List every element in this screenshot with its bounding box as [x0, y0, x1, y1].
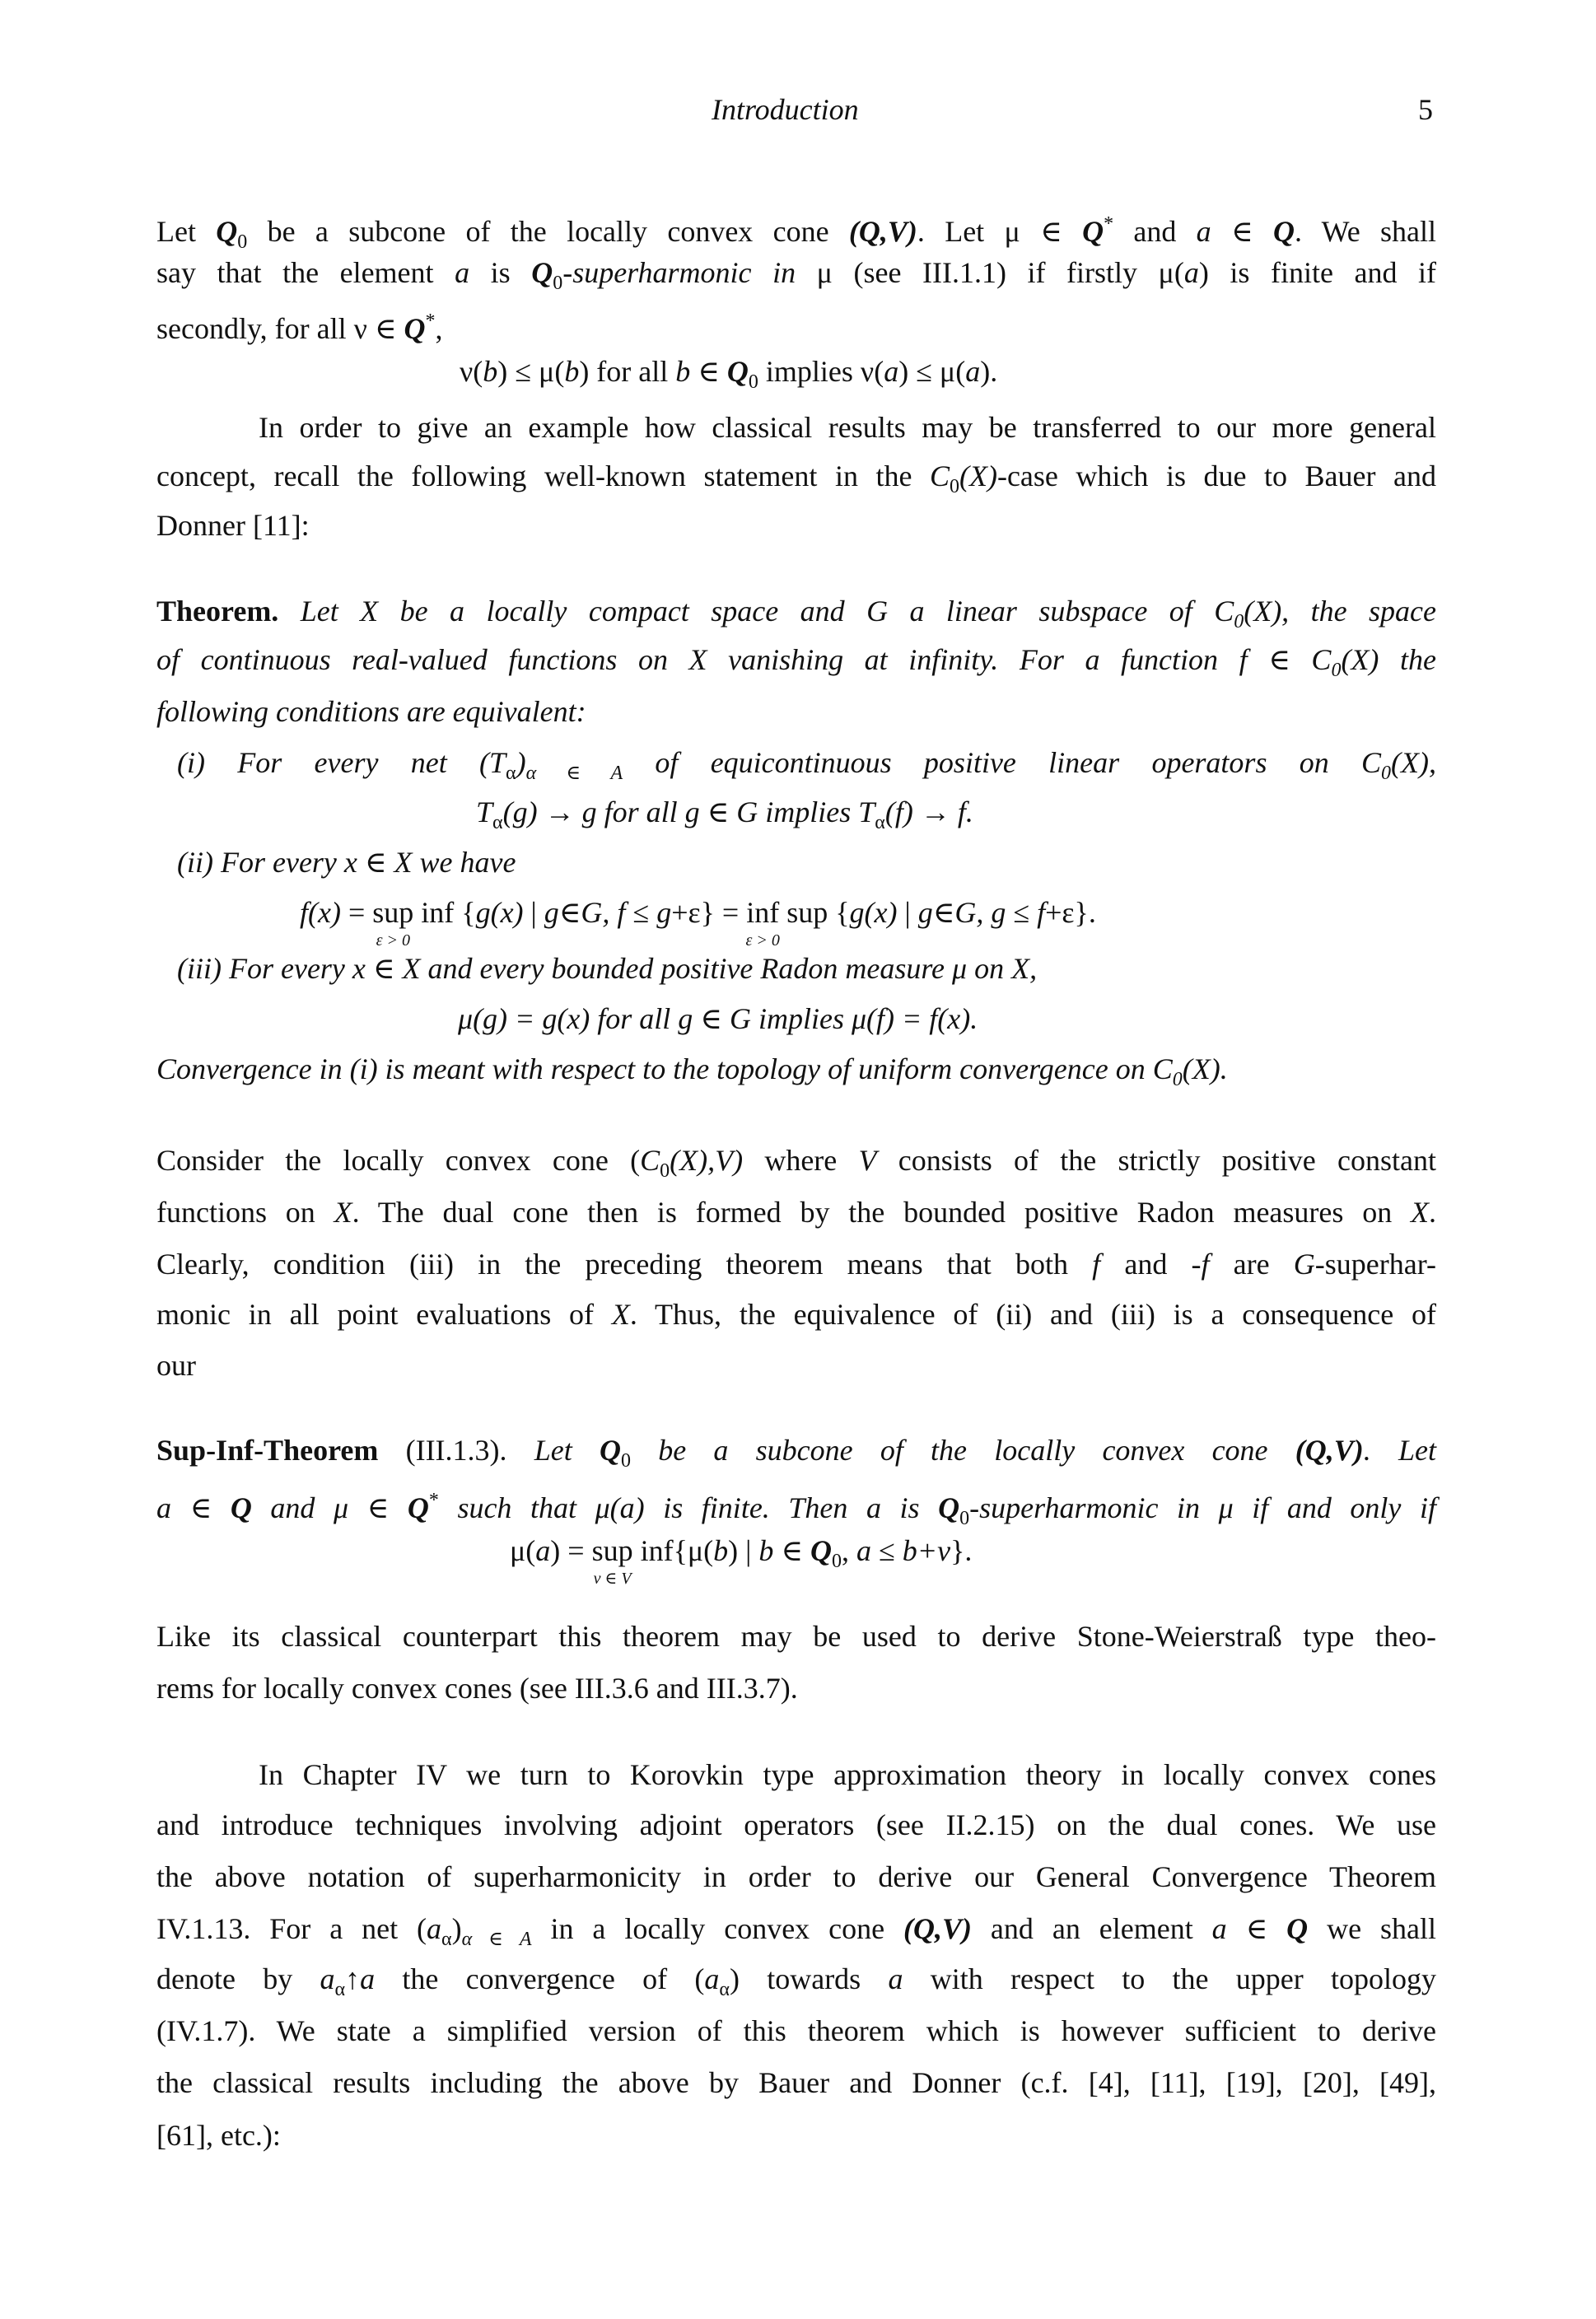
text-segment: -superharmonic in [562, 256, 796, 289]
text-segment: Q [810, 1534, 833, 1567]
text-segment: α [505, 763, 516, 784]
text-segment: be a subcone of the locally convex cone [247, 215, 849, 248]
text-segment: Let X be a locally compact space and G a linear subspace of C [278, 595, 1234, 628]
text-segment: f [1037, 896, 1046, 929]
text-segment: Q [600, 1434, 621, 1467]
text-segment: . Let [1363, 1434, 1436, 1467]
text-segment: ≤ [871, 1534, 903, 1567]
text-segment: α ∈ A [461, 1929, 532, 1950]
text-segment: with respect to the upper topology [903, 1962, 1436, 1995]
text-segment: and μ ∈ [251, 1491, 408, 1524]
text-line [156, 1618, 1436, 1654]
text-segment: b [713, 1534, 729, 1567]
text-line [300, 894, 1096, 950]
text-line [156, 507, 310, 544]
text-segment: following conditions are equivalent: [156, 695, 586, 728]
text-segment: α [441, 1929, 452, 1950]
text-segment: . Thus, the equivalence of (ii) and (iii) is a consequence of [629, 1298, 1436, 1331]
text-segment: (III.1.3). [378, 1434, 534, 1467]
text-segment: a [535, 1534, 551, 1567]
text-segment: 0 [1331, 660, 1342, 681]
text-segment: b [564, 355, 580, 388]
text-segment: our [156, 1349, 196, 1382]
text-line [156, 1296, 1436, 1332]
text-segment: ) [451, 1912, 462, 1945]
text-segment: the convergence of ( [375, 1962, 705, 1995]
text-segment: Convergence in (i) is meant with respect to the topology of uniform convergence on C [156, 1052, 1173, 1085]
text-segment: , [435, 312, 443, 345]
text-segment: 0 [832, 1551, 842, 1572]
text-segment: | [523, 896, 544, 929]
text-segment: C [640, 1144, 660, 1177]
text-line [177, 744, 1436, 791]
text-line [156, 1807, 1436, 1843]
text-segment: inf { [413, 896, 476, 929]
text-segment: of equicontinuous positive linear operators on C [623, 746, 1382, 779]
text-segment: = [340, 896, 373, 929]
text-segment: b [758, 1534, 774, 1567]
text-segment: | [897, 896, 918, 929]
text-segment: (f) → f. [884, 796, 973, 828]
text-segment: g [544, 896, 559, 929]
text-segment: a [888, 1962, 903, 1995]
text-segment: α ∈ A [525, 763, 623, 784]
text-segment: (X), [1391, 746, 1436, 779]
text-segment: * [428, 1490, 439, 1511]
text-segment: ) ≤ μ( [898, 355, 966, 388]
text-segment: [61], etc.): [156, 2119, 281, 2152]
text-line [510, 1533, 973, 1588]
text-segment: μ(g) = g(x) for all g ∈ G implies μ(f) = f(x). [458, 1002, 978, 1035]
text-segment: 0 [950, 476, 959, 497]
text-segment: ) = [550, 1534, 592, 1567]
text-line [156, 642, 1436, 688]
text-segment: b [675, 355, 691, 388]
text-line [177, 950, 1037, 987]
operator-label: sup [591, 1534, 633, 1567]
text-segment: α [875, 812, 885, 833]
text-line [156, 1482, 1436, 1537]
text-segment: Q [531, 256, 553, 289]
text-segment: 0 [1234, 611, 1244, 632]
text-segment: ∈ [1226, 1912, 1287, 1945]
text-line [476, 794, 973, 841]
text-segment: +ε}. [1045, 896, 1096, 929]
text-segment: 0 [621, 1450, 631, 1472]
text-segment: a ∈ [156, 1491, 231, 1524]
text-segment: Theorem. [156, 595, 279, 628]
text-segment: a [965, 355, 981, 388]
text-segment: -f [1191, 1248, 1210, 1281]
text-segment: such that μ(a) is finite. Then a is [438, 1491, 939, 1524]
text-segment: a [320, 1962, 335, 1995]
operator-subscript: ε > 0 [376, 931, 410, 950]
text-segment: . We shall [1294, 215, 1436, 248]
text-segment: Q [726, 355, 749, 388]
text-segment: (Q,V) [848, 215, 917, 248]
text-segment: 0 [237, 231, 248, 253]
text-segment: T [476, 796, 493, 828]
text-segment: g [917, 896, 933, 929]
text-line [156, 1051, 1228, 1098]
text-segment: be a subcone of the locally convex cone [631, 1434, 1295, 1467]
text-line [156, 303, 443, 347]
text-line [156, 1347, 196, 1383]
text-segment: inf{μ( [632, 1534, 714, 1567]
text-segment: a [1211, 1912, 1227, 1945]
text-segment: Donner [11]: [156, 509, 310, 542]
text-line [156, 458, 1436, 505]
text-segment: ∈ [558, 896, 581, 929]
text-segment: ≤ [1006, 896, 1038, 929]
text-segment: (Q,V) [903, 1912, 972, 1945]
text-segment: (X). [1182, 1052, 1228, 1085]
text-line [156, 206, 1436, 260]
text-segment: g(x) [849, 896, 898, 929]
math-operator [372, 894, 414, 950]
text-segment: Q [404, 312, 426, 345]
text-segment: }. [950, 1534, 973, 1567]
text-segment: ∈ [773, 1534, 811, 1567]
text-segment: In order to give an example how classical results may be transferred to our more general [259, 411, 1436, 444]
text-segment: μ (see III.1.1) if firstly μ( [796, 256, 1184, 289]
text-segment: ) towards [729, 1962, 889, 1995]
text-segment: functions on [156, 1196, 334, 1229]
text-segment: 0 [959, 1508, 970, 1529]
text-segment: and [1113, 215, 1197, 248]
operator-label: inf [746, 896, 780, 929]
text-segment: α [719, 1979, 730, 2000]
text-segment: where [743, 1144, 859, 1177]
text-segment: Sup-Inf-Theorem [156, 1434, 379, 1467]
text-segment: Consider the locally convex cone ( [156, 1144, 641, 1177]
text-segment: Q [216, 215, 238, 248]
text-line [156, 1670, 798, 1706]
text-segment: secondly, for all ν ∈ [156, 312, 404, 345]
text-segment: ≤ [625, 896, 657, 929]
text-line [259, 1757, 1436, 1793]
text-segment: (X) the [1341, 643, 1436, 676]
text-segment: Q [1082, 215, 1104, 248]
text-segment: monic in all point evaluations of [156, 1298, 612, 1331]
text-segment: (iii) For every x ∈ X and every bounded positive Radon measure μ on X, [177, 952, 1038, 985]
text-line [460, 353, 997, 400]
text-segment: 0 [553, 273, 563, 294]
text-segment: (X) [959, 460, 997, 492]
text-line [177, 844, 516, 880]
text-segment: ) for all [579, 355, 676, 388]
text-segment: rems for locally convex cones (see III.3.6 and III.3.7). [156, 1672, 798, 1705]
text-line [156, 1432, 1436, 1479]
text-segment: * [425, 310, 436, 332]
text-segment: a [1196, 215, 1211, 248]
text-segment: Like its classical counterpart this theorem may be used to derive Stone-Weierstraß type theo- [156, 1620, 1436, 1653]
text-segment: we shall [1308, 1912, 1437, 1945]
text-line [156, 2065, 1436, 2101]
text-segment: V [858, 1144, 877, 1177]
text-line [156, 2013, 1436, 2049]
text-segment: (X), the space [1244, 595, 1436, 628]
text-segment: . Let μ ∈ [917, 215, 1083, 248]
operator-subscript: v ∈ V [593, 1570, 632, 1588]
text-line [156, 693, 586, 730]
text-segment: Q [230, 1491, 252, 1524]
text-segment: ) is finite and if [1198, 256, 1436, 289]
text-segment: are [1209, 1248, 1294, 1281]
text-segment: X [334, 1196, 352, 1229]
text-segment: -superharmonic in μ if and only if [969, 1491, 1436, 1524]
text-line [156, 2117, 281, 2153]
text-segment: (X),V) [670, 1144, 744, 1177]
text-segment: and introduce techniques involving adjoint operators (see II.2.15) on the dual cones. We use [156, 1808, 1436, 1841]
text-line [156, 1859, 1436, 1895]
text-line [156, 1194, 1436, 1230]
text-segment: say that the element [156, 256, 455, 289]
text-segment: Let [534, 1434, 600, 1467]
text-segment: consists of the strictly positive constant [876, 1144, 1436, 1177]
text-segment: a [455, 256, 470, 289]
text-segment: +ε} = [671, 896, 747, 929]
text-segment: 0 [1381, 763, 1392, 784]
text-segment: . The dual cone then is formed by the bounded positive Radon measures on [352, 1196, 1412, 1229]
text-segment: a [427, 1912, 442, 1945]
text-segment: G [1293, 1248, 1315, 1281]
text-segment: and [1100, 1248, 1192, 1281]
text-segment: implies ν( [758, 355, 884, 388]
text-segment: ). [980, 355, 998, 388]
text-line [458, 1001, 978, 1037]
text-segment: ) [516, 746, 526, 779]
text-segment: Q [1286, 1912, 1309, 1945]
text-segment: f(x) [300, 896, 341, 929]
text-segment: Q [938, 1491, 960, 1524]
text-line [259, 409, 1436, 446]
text-segment: a [1183, 256, 1199, 289]
text-segment: -superhar- [1314, 1248, 1436, 1281]
text-segment: ∈ [690, 355, 727, 388]
text-segment: b [483, 355, 498, 388]
math-operator [591, 1533, 633, 1588]
text-segment: * [1104, 213, 1114, 235]
text-segment: (i) For every net (T [177, 746, 506, 779]
text-segment: (IV.1.7). We state a simplified version of this theorem which is however sufficient to derive [156, 2014, 1436, 2047]
text-segment: in a locally convex cone [531, 1912, 903, 1945]
page-number: 5 [1418, 93, 1433, 126]
text-segment: ν( [460, 355, 483, 388]
text-segment: α [334, 1979, 346, 2000]
text-line [156, 593, 1436, 640]
text-segment: a [884, 355, 899, 388]
text-segment: ∈ [932, 896, 955, 929]
text-segment: X [1411, 1196, 1430, 1229]
text-segment: of continuous real-valued functions on X vanishing at infinity. For a function f ∈ C [156, 643, 1332, 676]
text-segment: denote by [156, 1962, 320, 1995]
text-segment: a [704, 1962, 720, 1995]
text-segment: g [656, 896, 672, 929]
math-operator [745, 894, 780, 950]
text-segment: concept, recall the following well-known statement in the [156, 460, 930, 492]
text-line [156, 1961, 1436, 2008]
text-segment: is [469, 256, 532, 289]
text-segment: ) | [728, 1534, 759, 1567]
text-segment: ∈ [1211, 215, 1273, 248]
text-segment: X [611, 1298, 630, 1331]
text-segment: In Chapter IV we turn to Korovkin type approximation theory in locally convex cones [259, 1758, 1436, 1791]
text-segment: . [1429, 1196, 1437, 1229]
text-segment: IV.1.13. For a net ( [156, 1912, 427, 1945]
text-segment: (g) → g for all g ∈ G implies T [502, 796, 875, 828]
text-segment: -case which is due to Bauer and [996, 460, 1436, 492]
text-segment: g(x) [475, 896, 524, 929]
text-segment: α [492, 812, 503, 833]
text-line [156, 1246, 1436, 1282]
text-segment: and an element [972, 1912, 1212, 1945]
text-line [156, 1142, 1436, 1189]
text-segment: 0 [660, 1160, 670, 1182]
text-segment: G, g [954, 896, 1006, 929]
text-segment: (Q,V) [1295, 1434, 1364, 1467]
text-segment: 0 [1172, 1069, 1183, 1090]
text-segment: the classical results including the above by Bauer and Donner (c.f. [4], [11], [19], [20], [49], [156, 2066, 1436, 2099]
text-segment: a [856, 1534, 872, 1567]
text-segment: Q [407, 1491, 429, 1524]
text-segment: C [929, 460, 950, 492]
text-segment: a [360, 1962, 376, 1995]
text-segment: , [842, 1534, 857, 1567]
text-segment: Let [156, 215, 217, 248]
text-segment: (ii) For every x ∈ X we have [177, 846, 516, 879]
text-segment: the above notation of superharmonicity in order to derive our General Convergence Theorem [156, 1860, 1436, 1893]
text-segment: ↑ [345, 1962, 361, 1995]
text-line [156, 254, 1436, 301]
text-segment: Clearly, condition (iii) in the preceding theorem means that both [156, 1248, 1093, 1281]
operator-subscript: ε > 0 [745, 931, 780, 950]
text-segment: G, f [581, 896, 626, 929]
text-line [156, 1911, 1436, 1957]
text-segment: 0 [748, 371, 758, 393]
text-segment: Q [1272, 215, 1295, 248]
text-segment: sup { [779, 896, 850, 929]
text-segment: μ( [510, 1534, 536, 1567]
text-segment: ) ≤ μ( [497, 355, 565, 388]
text-segment: f [1092, 1248, 1101, 1281]
operator-label: sup [372, 896, 414, 929]
running-header-title: Introduction [712, 93, 859, 126]
text-segment: b+v [902, 1534, 951, 1567]
